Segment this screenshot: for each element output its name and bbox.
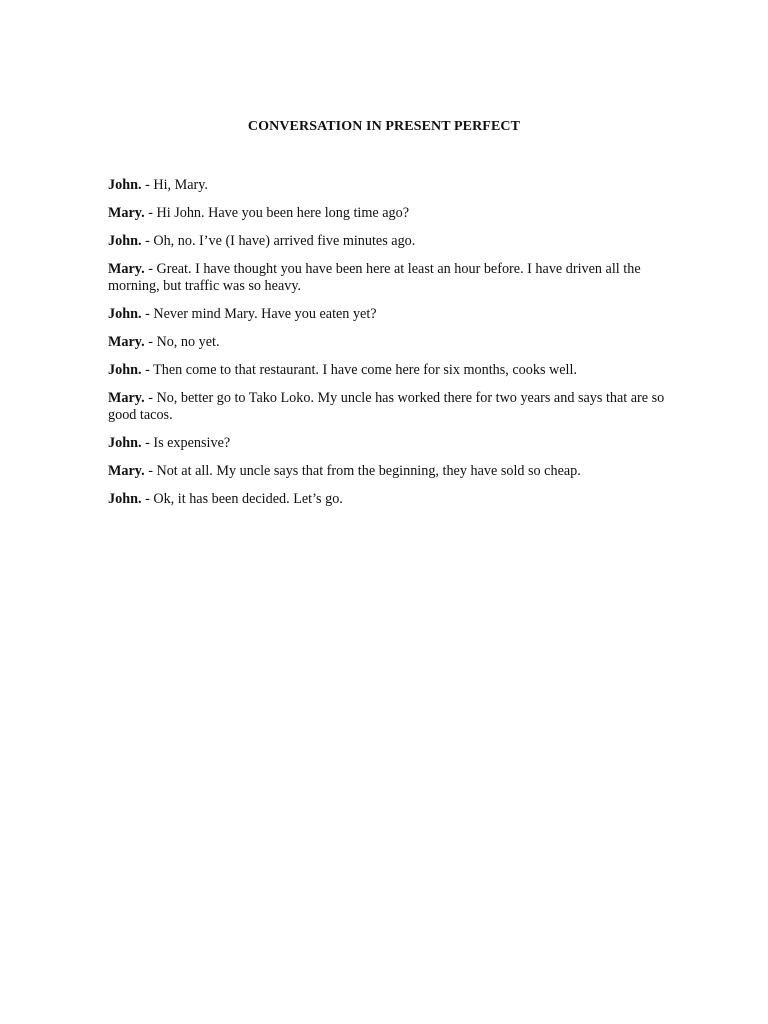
line-text: Great. I have thought you have been here at least an hour before. I have driven all the morning, but traffic was so heavy. — [108, 261, 641, 294]
line-text: Then come to that restaurant. I have come here for six months, cooks well. — [153, 362, 577, 378]
dialogue-line — [108, 390, 668, 424]
line-text: Hi, Mary. — [153, 177, 208, 193]
line-text: No, no yet. — [156, 334, 220, 350]
dialogue-line — [108, 334, 668, 351]
dialogue-line — [108, 261, 668, 295]
speaker-name: John. — [108, 435, 142, 451]
separator: - — [144, 205, 157, 221]
dialogue-line — [108, 306, 668, 323]
dialogue-line — [108, 463, 668, 480]
separator: - — [144, 390, 157, 406]
speaker-name: John. — [108, 491, 142, 507]
line-text: Oh, no. I’ve (I have) arrived five minutes ago. — [153, 233, 416, 249]
separator: - — [144, 261, 157, 277]
speaker-name: Mary. — [108, 463, 145, 479]
dialogue-line — [108, 233, 668, 250]
line-text: Not at all. My uncle says that from the beginning, they have sold so cheap. — [156, 463, 581, 479]
separator: - — [144, 334, 157, 350]
separator: - — [144, 463, 157, 479]
dialogue-line — [108, 362, 668, 379]
speaker-name: John. — [108, 177, 142, 193]
separator: - — [141, 435, 154, 451]
line-text: No, better go to Tako Loko. My uncle has worked there for two years and says that are so good tacos. — [108, 390, 665, 423]
page-title: CONVERSATION IN PRESENT PERFECT — [247, 119, 521, 134]
dialogue-line — [108, 205, 668, 222]
line-text: Hi John. Have you been here long time ago? — [156, 205, 410, 221]
speaker-name: Mary. — [108, 334, 145, 350]
dialogue-line — [108, 491, 668, 508]
dialogue-line — [108, 435, 668, 452]
speaker-name: Mary. — [108, 390, 145, 406]
line-text: Is expensive? — [153, 435, 231, 451]
separator: - — [141, 233, 154, 249]
dialogue — [108, 177, 668, 519]
line-text: Ok, it has been decided. Let’s go. — [153, 491, 343, 507]
speaker-name: Mary. — [108, 261, 145, 277]
dialogue-line — [108, 177, 668, 194]
separator: - — [141, 491, 154, 507]
separator: - — [141, 306, 154, 322]
separator: - — [141, 362, 154, 378]
separator: - — [141, 177, 154, 193]
speaker-name: John. — [108, 306, 142, 322]
speaker-name: Mary. — [108, 205, 145, 221]
speaker-name: John. — [108, 233, 142, 249]
speaker-name: John. — [108, 362, 142, 378]
line-text: Never mind Mary. Have you eaten yet? — [153, 306, 377, 322]
